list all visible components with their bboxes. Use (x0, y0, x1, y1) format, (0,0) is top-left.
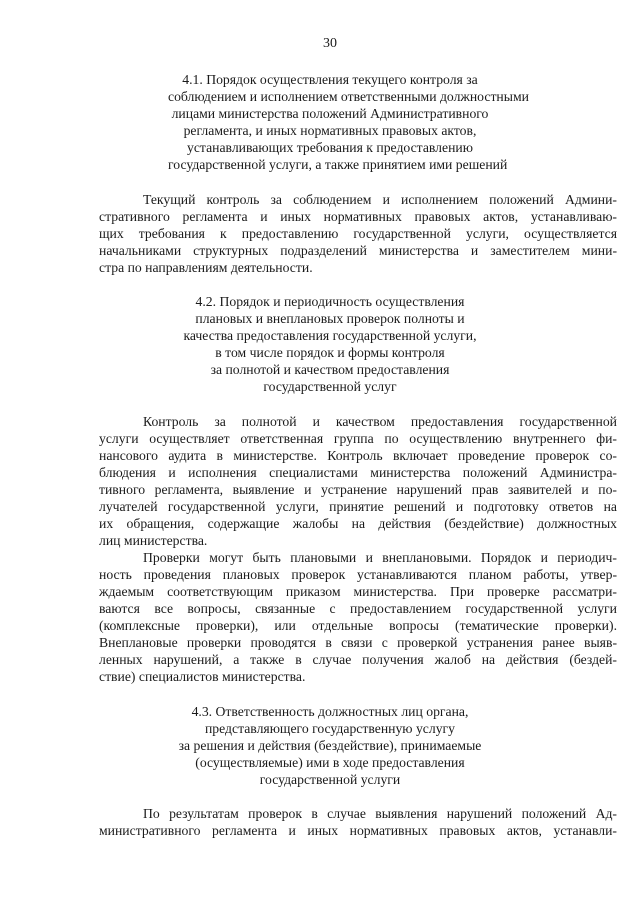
paragraph-line: их обращения, содержащие жалобы на действия (бездействие) должностных (99, 516, 617, 531)
section-heading-line: 4.2. Порядок и периодичность осуществления (195, 294, 465, 309)
section-heading-line: 4.1. Порядок осуществления текущего контроля за (182, 72, 478, 87)
paragraph-line: министративного регламента и иных нормативных правовых актов, устанавли- (99, 823, 617, 838)
paragraph-line: ствие) специалистов министерства. (99, 669, 306, 684)
paragraph-line: ленных нарушений, а также в случае получения жалоб на действия (бездей- (99, 652, 617, 667)
section-heading-line: государственной услуги (259, 772, 401, 787)
section-heading-line: регламента, и иных нормативных правовых актов, (183, 123, 477, 138)
section-heading-line: лицами министерства положений Административного (171, 106, 489, 121)
paragraph-line: Контроль за полнотой и качеством предоставления государственной (143, 414, 617, 429)
section-heading-line: 4.3. Ответственность должностных лиц органа, (191, 704, 469, 719)
paragraph-line: щих требования к предоставлению государственной услуги, осуществляется (99, 226, 617, 241)
paragraph-line: лиц министерства. (99, 533, 208, 548)
paragraph-line: стративного регламента и иных нормативных правовых актов, устанавливаю- (99, 209, 617, 224)
section-heading-line: представляющего государственную услугу (204, 721, 456, 736)
paragraph-line: лучателей государственной услуги, принятие решений и подготовку ответов на (99, 499, 617, 514)
section-heading-line: плановых и внеплановых проверок полноты и (195, 311, 465, 326)
section-heading-line: в том числе порядок и формы контроля (215, 345, 445, 360)
paragraph-line: ваются все вопросы, связанные с предоставлением государственной услуги (99, 601, 617, 616)
paragraph-line: ждаемым соответствующим приказом министерства. При проверке рассматри- (99, 584, 617, 599)
section-heading-line: соблюдением и исполнением ответственными должностными (168, 89, 529, 104)
section-heading-line: государственной услуги, а также принятием ими решений (168, 157, 508, 172)
paragraph-line: Внеплановые проверки проводятся в связи с проверкой устранения ранее выяв- (99, 635, 617, 650)
paragraph-line: блюдения и исполнения специалистами министерства положений Администра- (99, 465, 617, 480)
section-heading-line: (осуществляемые) ими в ходе предоставления (195, 755, 465, 770)
paragraph-line: нансового аудита в министерстве. Контроль включает проведение проверок со- (99, 448, 617, 463)
paragraph-line: Текущий контроль за соблюдением и исполнением положений Админи- (143, 192, 617, 207)
page-number: 30 (323, 36, 337, 51)
paragraph-line: По результатам проверок в случае выявления нарушений положений Ад- (143, 806, 617, 821)
section-heading-line: за полнотой и качеством предоставления (210, 362, 450, 377)
paragraph-line: ность проведения плановых проверок устанавливаются планом работы, утвер- (99, 567, 617, 582)
paragraph-line: тивного регламента, выявление и устранение нарушений прав заявителей и по- (99, 482, 617, 497)
paragraph-line: начальниками структурных подразделений министерства и заместителем мини- (99, 243, 617, 258)
paragraph-line: Проверки могут быть плановыми и внеплановыми. Порядок и периодич- (143, 550, 617, 565)
paragraph-line: услуги осуществляет ответственная группа по осуществлению внутреннего фи- (99, 431, 617, 446)
section-heading-line: устанавливающих требования к предоставлению (187, 140, 473, 155)
paragraph-line: (комплексные проверки), или отдельные вопросы (тематические проверки). (99, 618, 617, 633)
section-heading-line: государственной услуг (263, 379, 397, 394)
paragraph-line: стра по направлениям деятельности. (99, 260, 313, 275)
section-heading-line: качества предоставления государственной услуги, (183, 328, 477, 343)
section-heading-line: за решения и действия (бездействие), принимаемые (178, 738, 482, 753)
